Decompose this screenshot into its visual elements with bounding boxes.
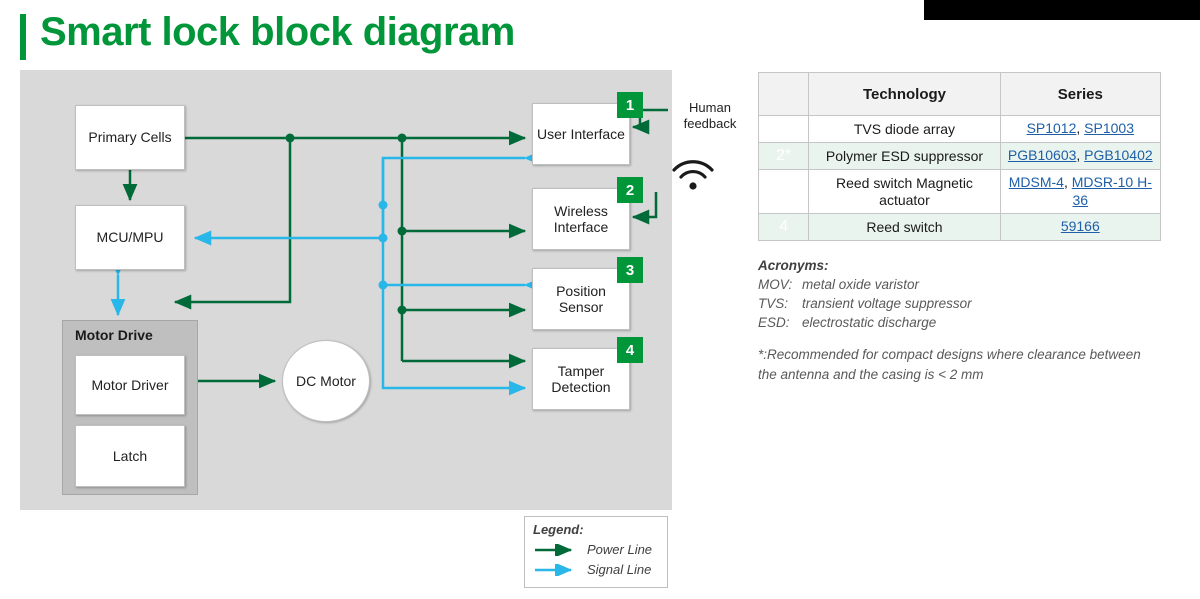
table-header-corner — [759, 73, 809, 116]
acronym-row-esd — [758, 313, 1178, 332]
acronym-row-tvs — [758, 294, 1178, 313]
table-row — [759, 116, 1161, 143]
block-mcu-label: MCU/MPU — [96, 229, 164, 246]
legend-row-signal — [533, 562, 651, 577]
legend-box — [524, 516, 668, 588]
badge-3: 3 — [617, 257, 643, 283]
badge-2: 2 — [617, 177, 643, 203]
row-technology-2: Polymer ESD suppressor — [809, 143, 1000, 170]
block-primary-cells-label: Primary Cells — [88, 129, 172, 146]
motor-drive-label: Motor Drive — [75, 327, 153, 343]
acronym-value-esd: electrostatic discharge — [802, 315, 937, 331]
block-tamper-detection[interactable] — [532, 348, 630, 410]
title-accent-bar — [20, 14, 26, 60]
block-dc-motor-label: DC Motor — [296, 372, 356, 389]
row-technology-1: TVS diode array — [809, 116, 1000, 143]
row-technology-4: Reed switch — [809, 214, 1000, 241]
legend-signal-label: Signal Line — [587, 562, 652, 577]
acronym-row-mov — [758, 275, 1178, 294]
block-user-interface[interactable] — [532, 103, 630, 165]
table-header-row — [759, 73, 1161, 116]
series-sep-1: , — [1076, 120, 1085, 137]
badge-4: 4 — [617, 337, 643, 363]
block-latch-label: Latch — [112, 447, 148, 464]
row-series-3 — [1000, 170, 1160, 214]
block-dc-motor[interactable] — [282, 340, 370, 422]
top-right-black-bar — [924, 0, 1200, 20]
row-series-2 — [1000, 143, 1160, 170]
legend-row-power — [533, 542, 652, 557]
table-row — [759, 143, 1161, 170]
acronym-value-tvs: transient voltage suppressor — [802, 296, 972, 312]
series-link-pgb10603[interactable]: PGB10603 — [1007, 147, 1077, 164]
block-motor-driver[interactable] — [75, 355, 185, 415]
row-number-4: 4 — [759, 214, 809, 241]
block-position-sensor[interactable] — [532, 268, 630, 330]
acronyms-title: Acronyms: — [758, 258, 829, 273]
row-number-3: 3 — [759, 170, 809, 214]
series-link-sp1003[interactable]: SP1003 — [1084, 120, 1134, 137]
row-number-1: 1 — [759, 116, 809, 143]
row-technology-3: Reed switch Magnetic actuator — [809, 170, 1000, 214]
legend-title: Legend: — [533, 522, 584, 537]
row-number-2: 2* — [759, 143, 809, 170]
table-header-technology: Technology — [809, 73, 1000, 116]
legend-power-label: Power Line — [587, 542, 653, 557]
series-link-59166[interactable]: 59166 — [1060, 218, 1100, 235]
row-series-1 — [1000, 116, 1160, 143]
block-latch[interactable] — [75, 425, 185, 487]
wifi-icon — [670, 158, 716, 192]
series-link-mdsr-10h-36[interactable]: MDSR-10 H-36 — [1071, 174, 1152, 208]
acronym-key-tvs: TVS: — [758, 296, 789, 312]
series-sep-2: , — [1076, 147, 1085, 164]
legend-power-line-icon — [533, 544, 581, 556]
acronym-key-mov: MOV: — [758, 277, 793, 293]
acronyms-block — [758, 256, 1178, 333]
block-tamper-detection-label: Tamper Detection — [551, 362, 611, 395]
table-row — [759, 170, 1161, 214]
footnote-text: *:Recommended for compact designs where clearance between the antenna and the casing is < 2 mm — [758, 347, 1141, 382]
block-primary-cells[interactable] — [75, 105, 185, 170]
series-link-mdsm-4[interactable]: MDSM-4 — [1008, 174, 1064, 190]
table-header-series: Series — [1000, 73, 1160, 116]
block-wireless-interface[interactable] — [532, 188, 630, 250]
table-row — [759, 214, 1161, 241]
series-link-sp1012[interactable]: SP1012 — [1026, 120, 1077, 137]
series-sep-3: , — [1063, 174, 1072, 190]
legend-signal-line-icon — [533, 564, 581, 576]
block-mcu[interactable] — [75, 205, 185, 270]
block-wireless-interface-label: Wireless Interface — [553, 202, 609, 235]
page-title: Smart lock block diagram — [40, 10, 515, 54]
block-diagram-canvas — [20, 70, 737, 510]
block-position-sensor-label: Position Sensor — [556, 282, 606, 315]
badge-1: 1 — [617, 92, 643, 118]
row-series-4 — [1000, 214, 1160, 241]
block-motor-driver-label: Motor Driver — [91, 376, 169, 393]
technology-table — [758, 72, 1161, 241]
acronym-value-mov: metal oxide varistor — [802, 277, 920, 293]
block-user-interface-label: User Interface — [537, 125, 625, 142]
series-link-pgb10402[interactable]: PGB10402 — [1084, 147, 1153, 164]
human-feedback-label: Human feedback — [683, 100, 737, 131]
acronym-key-esd: ESD: — [758, 315, 790, 331]
